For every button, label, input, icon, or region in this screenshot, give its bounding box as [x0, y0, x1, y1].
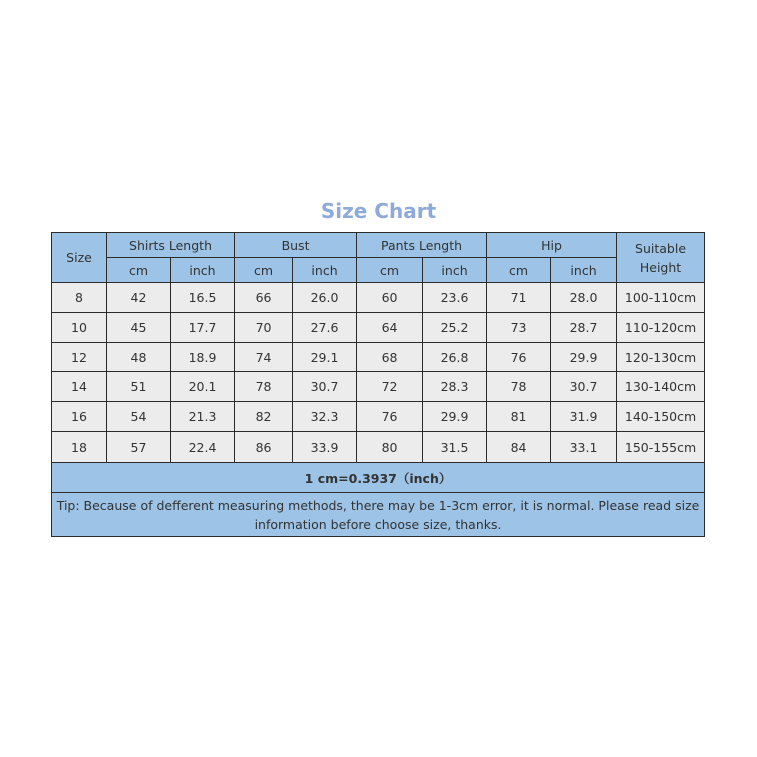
cell-hip-cm: 73: [487, 313, 551, 343]
tip-row: [52, 493, 705, 537]
header-unit-inch: inch: [293, 258, 357, 283]
cell-pants-cm: 80: [357, 432, 423, 463]
cell-hip-inch: 33.1: [551, 432, 617, 463]
cell-pants-inch: 31.5: [423, 432, 487, 463]
cell-pants-inch: 25.2: [423, 313, 487, 343]
header-pants-length: Pants Length: [357, 233, 487, 258]
header-suitable-height: [617, 233, 705, 283]
cell-pants-inch: 26.8: [423, 343, 487, 372]
cell-shirts-cm: 48: [107, 343, 171, 372]
cell-size: 10: [52, 313, 107, 343]
cell-bust-cm: 74: [235, 343, 293, 372]
cell-shirts-cm: 45: [107, 313, 171, 343]
header-unit-inch: inch: [423, 258, 487, 283]
table-row: [52, 372, 705, 402]
cell-shirts-cm: 57: [107, 432, 171, 463]
header-unit-inch: inch: [171, 258, 235, 283]
header-unit-inch: inch: [551, 258, 617, 283]
cell-bust-inch: 32.3: [293, 402, 357, 432]
conversion-row: [52, 463, 705, 493]
cell-height: 130-140cm: [617, 372, 705, 402]
cell-bust-inch: 30.7: [293, 372, 357, 402]
cell-pants-inch: 23.6: [423, 283, 487, 313]
cell-height: 140-150cm: [617, 402, 705, 432]
table-row: [52, 283, 705, 313]
cell-shirts-inch: 17.7: [171, 313, 235, 343]
cell-pants-cm: 68: [357, 343, 423, 372]
cell-size: 18: [52, 432, 107, 463]
cell-hip-inch: 28.0: [551, 283, 617, 313]
cell-height: 100-110cm: [617, 283, 705, 313]
size-chart-table: [51, 232, 705, 537]
cell-bust-inch: 29.1: [293, 343, 357, 372]
cell-height: 150-155cm: [617, 432, 705, 463]
header-unit-cm: cm: [107, 258, 171, 283]
cell-bust-cm: 86: [235, 432, 293, 463]
cell-height: 120-130cm: [617, 343, 705, 372]
cell-shirts-inch: 18.9: [171, 343, 235, 372]
cell-pants-cm: 60: [357, 283, 423, 313]
cell-hip-inch: 30.7: [551, 372, 617, 402]
cell-shirts-cm: 51: [107, 372, 171, 402]
cell-shirts-inch: 21.3: [171, 402, 235, 432]
header-row-units: [52, 258, 705, 283]
table-row: [52, 432, 705, 463]
header-suitable-height-line1: Suitable: [635, 240, 687, 256]
cell-shirts-inch: 20.1: [171, 372, 235, 402]
conversion-note: 1 cm=0.3937（inch）: [52, 463, 705, 493]
cell-hip-cm: 76: [487, 343, 551, 372]
cell-size: 12: [52, 343, 107, 372]
cell-bust-inch: 33.9: [293, 432, 357, 463]
cell-height: 110-120cm: [617, 313, 705, 343]
cell-size: 14: [52, 372, 107, 402]
cell-bust-inch: 27.6: [293, 313, 357, 343]
cell-bust-cm: 66: [235, 283, 293, 313]
table-row: [52, 402, 705, 432]
cell-hip-cm: 81: [487, 402, 551, 432]
header-hip: Hip: [487, 233, 617, 258]
header-shirts-length: Shirts Length: [107, 233, 235, 258]
tip-note: Tip: Because of defferent measuring methods, there may be 1-3cm error, it is normal. Please read size information before choose size, thanks.: [52, 493, 705, 537]
cell-hip-cm: 71: [487, 283, 551, 313]
cell-shirts-cm: 54: [107, 402, 171, 432]
cell-pants-cm: 76: [357, 402, 423, 432]
header-size: Size: [52, 233, 107, 283]
cell-pants-inch: 28.3: [423, 372, 487, 402]
header-bust: Bust: [235, 233, 357, 258]
table-row: [52, 343, 705, 372]
cell-shirts-cm: 42: [107, 283, 171, 313]
cell-size: 16: [52, 402, 107, 432]
cell-hip-inch: 28.7: [551, 313, 617, 343]
cell-bust-cm: 70: [235, 313, 293, 343]
cell-pants-cm: 72: [357, 372, 423, 402]
cell-shirts-inch: 16.5: [171, 283, 235, 313]
header-suitable-height-line2: Height: [639, 259, 682, 275]
header-row-groups: [52, 233, 705, 258]
header-unit-cm: cm: [235, 258, 293, 283]
cell-hip-cm: 84: [487, 432, 551, 463]
table-row: [52, 313, 705, 343]
header-unit-cm: cm: [487, 258, 551, 283]
cell-pants-inch: 29.9: [423, 402, 487, 432]
header-unit-cm: cm: [357, 258, 423, 283]
cell-hip-inch: 29.9: [551, 343, 617, 372]
page-title: Size Chart: [320, 199, 437, 223]
cell-pants-cm: 64: [357, 313, 423, 343]
cell-hip-cm: 78: [487, 372, 551, 402]
cell-bust-inch: 26.0: [293, 283, 357, 313]
cell-bust-cm: 78: [235, 372, 293, 402]
cell-shirts-inch: 22.4: [171, 432, 235, 463]
cell-hip-inch: 31.9: [551, 402, 617, 432]
cell-bust-cm: 82: [235, 402, 293, 432]
cell-size: 8: [52, 283, 107, 313]
